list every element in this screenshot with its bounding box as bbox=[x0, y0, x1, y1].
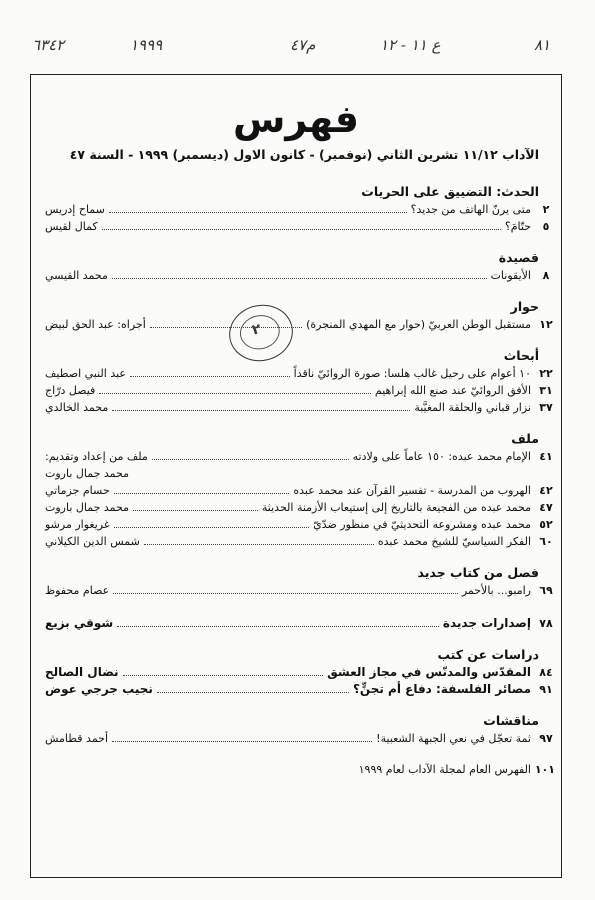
toc-entry bbox=[31, 201, 561, 218]
toc-entry bbox=[31, 664, 561, 681]
entry-title: نزار قباني والحلقة المغيَّبة bbox=[414, 401, 531, 414]
toc-entry bbox=[31, 533, 561, 550]
entry-title: الهروب من المدرسة - تفسير القرآن عند محمد عبده bbox=[293, 484, 531, 497]
leader-dots bbox=[109, 212, 407, 213]
toc-frame bbox=[30, 74, 562, 878]
toc-entry bbox=[31, 516, 561, 533]
toc-entry bbox=[31, 382, 561, 399]
handwritten-issue: ع ١١ - ١٢ bbox=[380, 36, 441, 54]
toc-section bbox=[31, 615, 561, 632]
entry-page-number: ١٢ bbox=[539, 318, 553, 331]
leader-dots bbox=[112, 278, 487, 279]
toc-section bbox=[31, 347, 561, 416]
entry-page-number: ٤١ bbox=[539, 450, 553, 463]
leader-dots bbox=[112, 410, 410, 411]
entry-title: ١٠ أعوام على رحيل غالب هلسا: صورة الروائيّ ناقداً bbox=[293, 367, 531, 380]
toc-section bbox=[31, 712, 561, 747]
entry-title: رامبو... بالأحمر bbox=[461, 584, 531, 597]
entry-title: ثمة تعجّل في نعي الجبهة الشعبية! bbox=[376, 732, 531, 745]
entry-page-number: ٨٤ bbox=[539, 666, 553, 679]
leader-dots bbox=[117, 626, 439, 627]
leader-dots bbox=[112, 741, 372, 742]
page-title: فهرس bbox=[232, 97, 360, 141]
entry-title: الفهرس العام لمجلة الآداب لعام ١٩٩٩ bbox=[358, 763, 531, 776]
toc-entry bbox=[31, 761, 561, 778]
toc-entry bbox=[31, 316, 561, 333]
section-heading: الحدث: التضييق على الحريات bbox=[361, 184, 539, 199]
leader-dots bbox=[157, 692, 349, 693]
entry-author: سماح إدريس bbox=[45, 203, 105, 216]
section-heading: فصل من كتاب جديد bbox=[417, 565, 539, 580]
toc-entry bbox=[31, 448, 561, 465]
entry-title: محمد عبده من الفجيعة بالتاريخ إلى إستيعاب الأزمنة الحديثة bbox=[261, 501, 531, 514]
entry-page-number: ٢٢ bbox=[539, 367, 553, 380]
leader-dots bbox=[114, 493, 289, 494]
entry-page-number: ٣٧ bbox=[539, 401, 553, 414]
leader-dots bbox=[144, 544, 374, 545]
entry-author: محمد القيسي bbox=[45, 269, 108, 282]
entry-author: أحمد قطامش bbox=[45, 732, 109, 745]
entry-author: نضال الصالح bbox=[45, 665, 119, 679]
entry-title: إصدارات جديدة bbox=[442, 616, 531, 630]
leader-dots bbox=[113, 593, 458, 594]
handwritten-page: ٨١ bbox=[534, 36, 551, 54]
toc-section bbox=[31, 183, 561, 235]
entry-title: الإمام محمد عبده: ١٥٠ عاماً على ولادته bbox=[352, 450, 531, 463]
entry-author: شوقي بزيع bbox=[45, 616, 114, 630]
toc-section bbox=[31, 430, 561, 550]
section-heading: ملف bbox=[511, 431, 539, 446]
entry-page-number: ٦٠ bbox=[539, 535, 553, 548]
toc-section bbox=[31, 646, 561, 698]
entry-author: كمال لقيس bbox=[45, 220, 98, 233]
toc-entry bbox=[31, 218, 561, 235]
entry-page-number: ٧٨ bbox=[539, 617, 553, 630]
entry-title: الأفق الروائيّ عند صنع الله إبراهيم bbox=[374, 384, 531, 397]
entry-author: ملف من إعداد وتقديم: bbox=[45, 450, 148, 463]
entry-author: حسام جزماتي bbox=[45, 484, 110, 497]
entry-page-number: ٩٧ bbox=[539, 732, 553, 745]
entry-title: محمد عبده ومشروعه التحديثيّ في منظور ضدّيّ bbox=[313, 518, 531, 531]
toc-entry bbox=[31, 499, 561, 516]
leader-dots bbox=[150, 327, 302, 328]
entry-author: نجيب جرجي عوض bbox=[45, 682, 153, 696]
section-heading: حوار bbox=[510, 299, 539, 314]
entry-author: فيصل درّاج bbox=[45, 384, 96, 397]
toc-entry bbox=[31, 365, 561, 382]
toc-entry bbox=[31, 267, 561, 284]
leader-dots bbox=[114, 527, 309, 528]
toc-entry bbox=[31, 582, 561, 599]
leader-dots bbox=[130, 376, 290, 377]
entry-author: أجراه: عبد الحق لبيض bbox=[45, 318, 146, 331]
leader-dots bbox=[102, 229, 501, 230]
entry-page-number: ٢ bbox=[542, 203, 550, 216]
toc-section bbox=[31, 249, 561, 284]
handwritten-year: ١٩٩٩ bbox=[130, 36, 163, 54]
toc-entry bbox=[31, 615, 561, 632]
entry-page-number: ١٠١ bbox=[534, 763, 555, 776]
toc-section bbox=[31, 298, 561, 333]
leader-dots bbox=[133, 510, 258, 511]
entry-author: غريغوار مرشو bbox=[45, 518, 110, 531]
entry-page-number: ٩١ bbox=[539, 683, 553, 696]
section-heading: مناقشات bbox=[483, 713, 539, 728]
entry-page-number: ٥٢ bbox=[539, 518, 553, 531]
entry-author: عبد النبي اصطيف bbox=[45, 367, 126, 380]
library-stamp-mark: ٢ bbox=[250, 321, 263, 339]
entry-title: الأيقونات bbox=[490, 269, 531, 282]
entry-page-number: ٨ bbox=[542, 269, 550, 282]
toc-entry bbox=[31, 730, 561, 747]
leader-dots bbox=[123, 675, 323, 676]
issue-line: الآداب ١١/١٢ تشرين الثاني (نوفمبر) - كانون الاول (ديسمبر) ١٩٩٩ - السنة ٤٧ bbox=[69, 147, 539, 162]
handwritten-volume: م٤٧ bbox=[290, 36, 316, 54]
toc-entry bbox=[31, 399, 561, 416]
table-of-contents bbox=[31, 183, 561, 778]
entry-page-number: ٤٧ bbox=[539, 501, 553, 514]
entry-page-number: ٥ bbox=[542, 220, 550, 233]
entry-page-number: ٤٢ bbox=[539, 484, 553, 497]
section-heading: قصيدة bbox=[498, 250, 539, 265]
toc-entry bbox=[31, 482, 561, 499]
section-heading: دراسات عن كتب bbox=[437, 647, 539, 662]
entry-title: المقدّس والمدنّس في مجاز العشق bbox=[327, 665, 531, 679]
entry-page-number: ٣١ bbox=[539, 384, 553, 397]
entry-author: شمس الدين الكيلاني bbox=[45, 535, 140, 548]
toc-section bbox=[31, 761, 561, 778]
toc-section bbox=[31, 564, 561, 599]
entry-author: محمد الخالدي bbox=[45, 401, 109, 414]
entry-title: حتّامَ؟ bbox=[504, 220, 531, 233]
entry-title: مستقبل الوطن العربيّ (حوار مع المهدي المنجرة) bbox=[306, 318, 531, 331]
entry-author: محمد جمال باروت bbox=[45, 467, 130, 480]
section-heading: أبحاث bbox=[503, 348, 539, 363]
entry-title: متى يرنّ الهاتف من جديد؟ bbox=[410, 203, 531, 216]
entry-page-number: ٦٩ bbox=[539, 584, 553, 597]
handwritten-note bbox=[0, 36, 595, 66]
entry-title: مصائر الفلسفة: دفاع أم تجنٍّ؟ bbox=[352, 682, 531, 696]
leader-dots bbox=[99, 393, 371, 394]
entry-author: محمد جمال باروت bbox=[45, 501, 130, 514]
entry-title: الفكر السياسيّ للشيخ محمد عبده bbox=[377, 535, 531, 548]
leader-dots bbox=[152, 459, 349, 460]
entry-author: عصام محفوظ bbox=[45, 584, 110, 597]
handwritten-catalog-number: ٦٣٤٢ bbox=[32, 36, 65, 54]
toc-entry bbox=[31, 681, 561, 698]
toc-entry bbox=[31, 465, 561, 482]
